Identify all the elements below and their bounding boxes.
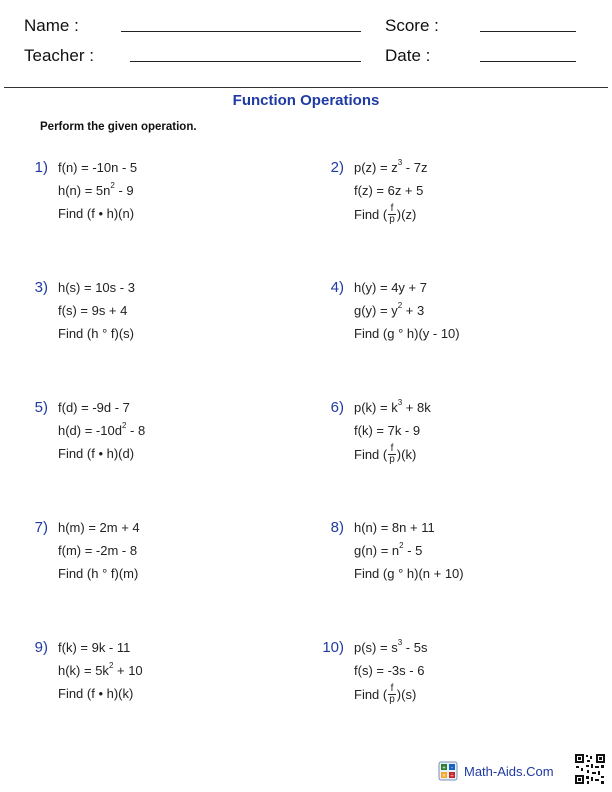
fraction bbox=[388, 444, 396, 465]
svg-text:÷: ÷ bbox=[450, 773, 454, 780]
problem-task bbox=[354, 565, 464, 583]
task-text: )(k) bbox=[396, 446, 417, 462]
problem-task bbox=[58, 565, 138, 583]
teacher-field-line[interactable] bbox=[130, 61, 361, 62]
function-text: f(n) = -10n - 5 bbox=[58, 160, 138, 175]
function-text: f(d) = -9d - 7 bbox=[58, 400, 130, 415]
problem-function-1 bbox=[58, 639, 130, 657]
exponent: 3 bbox=[397, 398, 403, 407]
problem-function-2 bbox=[354, 422, 420, 440]
problem-function-2 bbox=[58, 542, 137, 560]
function-text: p(z) = z bbox=[354, 160, 398, 175]
exponent: 2 bbox=[397, 301, 403, 310]
fraction-denominator: p bbox=[389, 214, 395, 225]
problem-task bbox=[354, 325, 460, 343]
problem-number: 3) bbox=[34, 279, 48, 296]
exponent: 3 bbox=[397, 638, 403, 647]
task-text: Find ( bbox=[354, 446, 388, 462]
task-text: Find ( bbox=[354, 206, 388, 222]
function-text: - 9 bbox=[114, 183, 134, 198]
problem-function-2 bbox=[58, 422, 145, 440]
function-text: g(y) = y bbox=[354, 303, 398, 318]
problem-function-2 bbox=[354, 182, 423, 200]
task-text: Find (g ° h)(y - 10) bbox=[354, 326, 460, 341]
exponent: 2 bbox=[110, 181, 115, 190]
function-text: p(k) = k bbox=[354, 400, 398, 415]
function-text: + 10 bbox=[113, 663, 143, 678]
function-text: f(m) = -2m - 8 bbox=[58, 543, 138, 558]
problem-number: 7) bbox=[34, 519, 48, 536]
score-label: Score : bbox=[385, 16, 439, 35]
problem-function-1 bbox=[354, 279, 427, 297]
task-text: Find (f • h)(n) bbox=[58, 206, 135, 221]
calculator-icon bbox=[438, 761, 458, 781]
problem-number: 5) bbox=[34, 399, 48, 416]
problem-number: 9) bbox=[34, 639, 48, 656]
problem-function-1 bbox=[58, 519, 140, 537]
function-text: h(y) = 4y + 7 bbox=[354, 280, 427, 295]
fraction-numerator: f bbox=[388, 444, 396, 455]
problem-function-1 bbox=[58, 399, 130, 417]
fraction bbox=[388, 204, 396, 225]
problem-function-1 bbox=[354, 159, 427, 177]
teacher-label: Teacher : bbox=[24, 46, 94, 65]
problem-function-1 bbox=[58, 279, 135, 297]
task-text: Find (h ° f)(m) bbox=[58, 566, 139, 581]
date-label: Date : bbox=[385, 46, 431, 65]
function-text: h(s) = 10s - 3 bbox=[58, 280, 135, 295]
problem-number: 1) bbox=[34, 159, 48, 176]
function-text: f(s) = -3s - 6 bbox=[354, 663, 425, 678]
worksheet-title: Function Operations bbox=[232, 92, 380, 109]
fraction-numerator: f bbox=[388, 204, 396, 215]
problem-task bbox=[58, 445, 134, 463]
problem-function-2 bbox=[58, 182, 134, 200]
task-text: Find (h ° f)(s) bbox=[58, 326, 134, 341]
function-text: f(z) = 6z + 5 bbox=[354, 183, 424, 198]
score-field-line[interactable] bbox=[480, 31, 576, 32]
problem-function-1 bbox=[354, 519, 435, 537]
problem-task bbox=[58, 685, 133, 703]
task-text: Find (f • h)(d) bbox=[58, 446, 135, 461]
function-text: + 8k bbox=[402, 400, 431, 415]
problem-number: 2) bbox=[330, 159, 344, 176]
problem-function-1 bbox=[354, 399, 431, 417]
function-text: h(m) = 2m + 4 bbox=[58, 520, 140, 535]
function-text: h(k) = 5k bbox=[58, 663, 109, 678]
function-text: h(n) = 8n + 11 bbox=[354, 520, 435, 535]
problem-task bbox=[58, 325, 134, 343]
problem-number: 4) bbox=[330, 279, 344, 296]
name-field-line[interactable] bbox=[121, 31, 361, 32]
problem-number: 8) bbox=[330, 519, 344, 536]
function-text: f(s) = 9s + 4 bbox=[58, 303, 128, 318]
problem-task bbox=[354, 685, 416, 703]
site-name: Math-Aids.Com bbox=[464, 764, 554, 779]
qr-code-icon bbox=[574, 753, 606, 785]
problem-task bbox=[354, 445, 416, 463]
exponent: 2 bbox=[399, 541, 404, 550]
problem-function-2 bbox=[58, 662, 143, 680]
function-text: f(k) = 9k - 11 bbox=[58, 640, 131, 655]
fraction-denominator: p bbox=[389, 694, 395, 705]
instructions: Perform the given operation. bbox=[40, 121, 197, 133]
problem-function-1 bbox=[354, 639, 427, 657]
exponent: 3 bbox=[397, 158, 403, 167]
exponent: 2 bbox=[121, 421, 127, 430]
function-text: + 3 bbox=[402, 303, 425, 318]
function-text: h(d) = -10d bbox=[58, 423, 122, 438]
task-text: Find (g ° h)(n + 10) bbox=[354, 566, 464, 581]
function-text: f(k) = 7k - 9 bbox=[354, 423, 421, 438]
function-text: p(s) = s bbox=[354, 640, 398, 655]
problem-number: 10) bbox=[322, 639, 344, 656]
task-text: )(z) bbox=[396, 206, 417, 222]
problem-task bbox=[354, 205, 416, 223]
task-text: )(s) bbox=[396, 686, 417, 702]
problem-function-2 bbox=[354, 662, 424, 680]
date-field-line[interactable] bbox=[480, 61, 576, 62]
exponent: 2 bbox=[108, 661, 114, 670]
function-text: - 8 bbox=[126, 423, 146, 438]
problem-task bbox=[58, 205, 134, 223]
svg-text:×: × bbox=[442, 773, 446, 780]
svg-text:-: - bbox=[451, 765, 453, 772]
header-divider bbox=[4, 87, 608, 88]
function-text: - 7z bbox=[402, 160, 428, 175]
function-text: g(n) = n bbox=[354, 543, 400, 558]
problem-number: 6) bbox=[330, 399, 344, 416]
function-text: - 5 bbox=[403, 543, 423, 558]
problem-function-1 bbox=[58, 159, 137, 177]
task-text: Find ( bbox=[354, 686, 388, 702]
svg-text:+: + bbox=[442, 765, 446, 772]
name-label: Name : bbox=[24, 16, 79, 35]
problem-function-2 bbox=[354, 302, 424, 320]
function-text: h(n) = 5n bbox=[58, 183, 111, 198]
fraction-numerator: f bbox=[388, 684, 396, 695]
fraction-denominator: p bbox=[389, 454, 395, 465]
fraction bbox=[388, 684, 396, 705]
problem-function-2 bbox=[354, 542, 422, 560]
function-text: - 5s bbox=[402, 640, 428, 655]
problem-function-2 bbox=[58, 302, 127, 320]
task-text: Find (f • h)(k) bbox=[58, 686, 134, 701]
